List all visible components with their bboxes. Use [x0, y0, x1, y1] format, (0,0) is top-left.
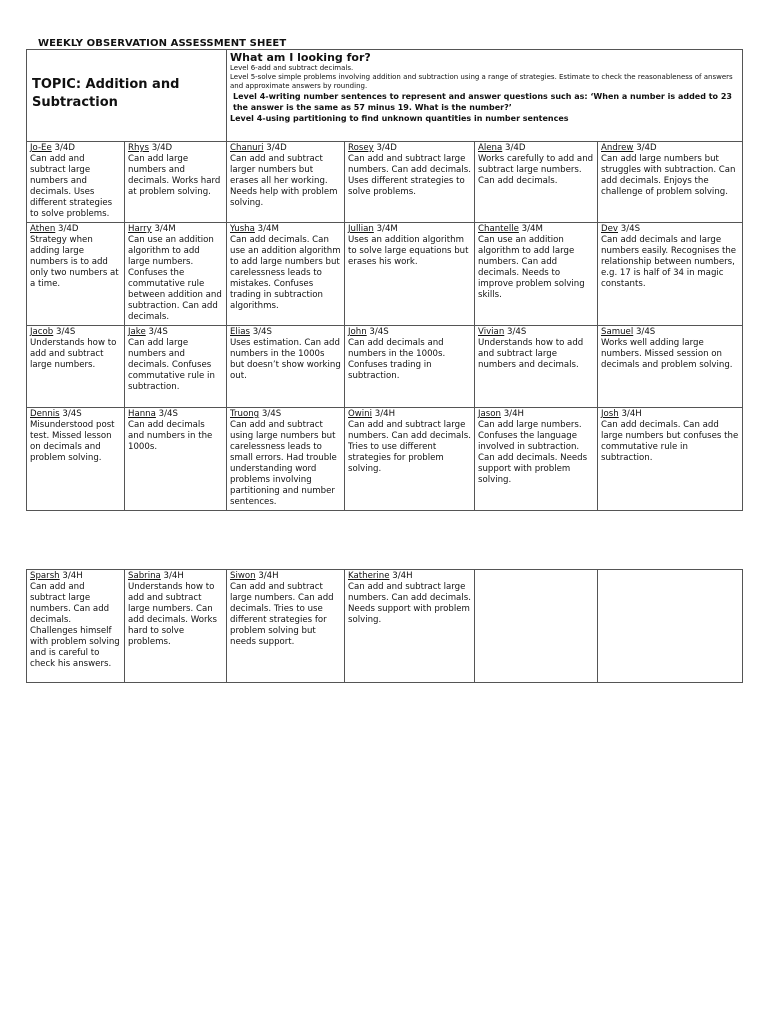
- looking-for-heading: What am I looking for?: [230, 51, 371, 64]
- student-note: Can add and subtract larger numbers but erases all her working. Needs help with problem solving.: [230, 154, 338, 208]
- student-class: 3/4D: [636, 143, 657, 153]
- looking-for-cell: [227, 50, 743, 142]
- student-note: Can add and subtract large numbers. Can add decimals. Needs support with problem solving.: [348, 582, 471, 625]
- student-cell: [27, 326, 125, 408]
- student-name: Jake: [128, 327, 146, 337]
- student-cell: [598, 570, 743, 683]
- student-note: Can add decimals. Can use an addition algorithm to add large numbers but carelessness leads to mistakes. Confuses trading in subtraction algorithms.: [230, 235, 341, 311]
- student-entry: [478, 571, 594, 582]
- student-name: Sparsh: [30, 571, 60, 581]
- student-entry: [230, 409, 341, 508]
- student-entry: [601, 224, 739, 290]
- student-entry: [128, 224, 223, 323]
- student-name: Rosey: [348, 143, 374, 153]
- student-name: Elias: [230, 327, 250, 337]
- student-cell: [227, 326, 345, 408]
- student-cell: [475, 570, 598, 683]
- student-name: Jullian: [348, 224, 374, 234]
- student-note: Can add large numbers and decimals. Works hard at problem solving.: [128, 154, 221, 197]
- student-name: Dennis: [30, 409, 60, 419]
- student-note: Can add large numbers but struggles with subtraction. Can add decimals. Enjoys the challenge of problem solving.: [601, 154, 736, 197]
- student-note: Can use an addition algorithm to add large numbers. Confuses the commutative rule between addition and subtraction. Can add decimals.: [128, 235, 222, 322]
- student-cell: [227, 223, 345, 326]
- student-note: Strategy when adding large numbers is to add only two numbers at a time.: [30, 235, 119, 289]
- student-name: Vivian: [478, 327, 505, 337]
- student-note: Can add and subtract large numbers and decimals. Uses different strategies to solve problems.: [30, 154, 113, 219]
- student-row: [27, 408, 743, 511]
- student-cell: [345, 408, 475, 511]
- student-cell: [125, 223, 227, 326]
- student-entry: [230, 143, 341, 209]
- student-name: Harry: [128, 224, 152, 234]
- student-entry: [478, 409, 594, 486]
- student-cell: [475, 223, 598, 326]
- student-class: 3/4S: [158, 409, 178, 419]
- student-row: [27, 142, 743, 223]
- student-cell: [345, 326, 475, 408]
- student-entry: [478, 143, 594, 187]
- student-cell: [475, 408, 598, 511]
- student-entry: [348, 409, 471, 475]
- student-entry: [348, 327, 471, 382]
- student-class: 3/4S: [261, 409, 282, 419]
- student-entry: [478, 327, 594, 371]
- observation-table: [26, 49, 743, 511]
- student-class: 3/4D: [266, 143, 287, 153]
- student-cell: [27, 142, 125, 223]
- observation-table-continued: [26, 569, 743, 683]
- student-note: Works well adding large numbers. Missed session on decimals and problem solving.: [601, 338, 733, 370]
- student-entry: [230, 571, 341, 648]
- student-entry: [30, 409, 121, 464]
- student-name: Chanuri: [230, 143, 264, 153]
- student-name: Josh: [601, 409, 619, 419]
- student-name: Chantelle: [478, 224, 519, 234]
- student-entry: [230, 327, 341, 382]
- student-cell: [475, 326, 598, 408]
- student-entry: [128, 409, 223, 453]
- student-class: 3/4D: [505, 143, 526, 153]
- student-entry: [348, 143, 471, 198]
- criterion-level4-sentences: Level 4-writing number sentences to represent and answer questions such as: ‘When a number is added to 23 the answer is the same as 57 minus 19. What is the number?’: [233, 92, 732, 112]
- student-cell: [125, 142, 227, 223]
- student-class: 3/4H: [621, 409, 642, 419]
- student-entry: [128, 571, 223, 648]
- student-note: Uses estimation. Can add numbers in the 1000s but doesn’t show working out.: [230, 338, 341, 381]
- student-class: 3/4H: [374, 409, 396, 419]
- student-class: 3/4H: [163, 571, 184, 581]
- student-class: 3/4S: [635, 327, 656, 337]
- student-class: 3/4D: [58, 224, 79, 234]
- student-class: 3/4S: [252, 327, 272, 337]
- student-note: Misunderstood post test. Missed lesson on decimals and problem solving.: [30, 420, 115, 463]
- student-name: Alena: [478, 143, 503, 153]
- student-cell: [598, 408, 743, 511]
- student-name: Katherine: [348, 571, 390, 581]
- student-entry: [348, 571, 471, 626]
- student-cell: [227, 142, 345, 223]
- student-note: Works carefully to add and subtract large numbers. Can add decimals.: [478, 154, 594, 186]
- student-row: [27, 223, 743, 326]
- student-cell: [27, 223, 125, 326]
- student-note: Can add decimals and large numbers easily. Recognises the relationship between numbers, e.g. 17 is half of 34 in magic constants.: [601, 235, 737, 289]
- student-entry: [128, 143, 223, 198]
- criterion-level6: Level 6-add and subtract decimals.: [230, 64, 354, 72]
- student-name: Rhys: [128, 143, 149, 153]
- student-class: 3/4S: [507, 327, 527, 337]
- student-note: Can add and subtract large numbers. Can add decimals. Challenges himself with problem solving and is careful to check his answers.: [30, 582, 120, 669]
- student-note: Can add large numbers and decimals. Confuses commutative rule in subtraction.: [128, 338, 215, 392]
- student-cell: [598, 326, 743, 408]
- student-name: Andrew: [601, 143, 634, 153]
- student-name: Hanna: [128, 409, 156, 419]
- student-note: Can add and subtract large numbers. Can add decimals. Tries to use different strategies for problem solving but needs support.: [230, 582, 334, 647]
- student-class: 3/4S: [148, 327, 168, 337]
- student-class: 3/4M: [154, 224, 176, 234]
- student-entry: [601, 327, 739, 371]
- student-note: Can add decimals. Can add large numbers but confuses the commutative rule in subtraction.: [601, 420, 739, 463]
- header-row: [27, 50, 743, 142]
- student-name: Dev: [601, 224, 618, 234]
- student-note: Can add decimals and numbers in the 1000s.: [128, 420, 213, 452]
- student-name: Jo-Ee: [30, 143, 52, 153]
- student-cell: [227, 408, 345, 511]
- sheet-title: WEEKLY OBSERVATION ASSESSMENT SHEET: [38, 38, 287, 49]
- student-note: Can use an addition algorithm to add large numbers. Can add decimals. Needs to improve problem solving skills.: [478, 235, 585, 300]
- student-note: Understands how to add and subtract large numbers.: [30, 338, 117, 370]
- student-name: Jason: [478, 409, 501, 419]
- student-cell: [125, 408, 227, 511]
- student-cell: [27, 408, 125, 511]
- student-row: [27, 570, 743, 683]
- student-note: Can add decimals and numbers in the 1000s. Confuses trading in subtraction.: [348, 338, 446, 381]
- criterion-level5: Level 5-solve simple problems involving addition and subtraction using a range of strategies. Estimate to check the reasonableness of answers and approximate answers by rounding.: [230, 73, 733, 90]
- student-entry: [30, 571, 121, 670]
- topic-heading: TOPIC: Addition and Subtraction: [32, 77, 180, 110]
- student-entry: [601, 143, 739, 198]
- student-cell: [345, 223, 475, 326]
- student-class: 3/4D: [54, 143, 75, 153]
- student-note: Can add and subtract large numbers. Can add decimals. Uses different strategies to solve problems.: [348, 154, 471, 197]
- student-name: Yusha: [230, 224, 255, 234]
- student-entry: [128, 327, 223, 393]
- student-name: Sabrina: [128, 571, 161, 581]
- student-cell: [345, 142, 475, 223]
- student-name: Athen: [30, 224, 56, 234]
- student-class: 3/4S: [62, 409, 82, 419]
- student-cell: [598, 142, 743, 223]
- student-note: Can add and subtract large numbers. Can add decimals. Tries to use different strategies for problem solving.: [348, 420, 471, 474]
- student-entry: [230, 224, 341, 312]
- student-cell: [125, 326, 227, 408]
- topic-cell: [27, 50, 227, 142]
- student-class: 3/4M: [257, 224, 279, 234]
- student-cell: [345, 570, 475, 683]
- student-class: 3/4M: [521, 224, 543, 234]
- student-name: Truong: [230, 409, 260, 419]
- student-name: Samuel: [601, 327, 634, 337]
- student-cell: [475, 142, 598, 223]
- student-class: 3/4S: [55, 327, 76, 337]
- student-entry: [30, 143, 121, 220]
- student-note: Can add large numbers. Confuses the language involved in subtraction. Can add decimals. Needs support with problem solving.: [478, 420, 588, 485]
- student-name: John: [348, 327, 367, 337]
- student-class: 3/4H: [503, 409, 525, 419]
- student-cell: [227, 570, 345, 683]
- student-name: Siwon: [230, 571, 256, 581]
- student-entry: [30, 224, 121, 290]
- criterion-level4-partitioning: Level 4-using partitioning to find unknown quantities in number sentences: [230, 114, 569, 123]
- student-entry: [30, 327, 121, 371]
- student-note: Understands how to add and subtract large numbers. Can add decimals. Works hard to solve problems.: [128, 582, 217, 647]
- student-class: 3/4H: [62, 571, 83, 581]
- student-entry: [601, 409, 739, 464]
- student-class: 3/4S: [369, 327, 389, 337]
- student-note: Can add and subtract using large numbers but carelessness leads to small errors. Had trouble understanding word problems involving partitioning and number sentences.: [230, 420, 337, 507]
- student-note: Understands how to add and subtract large numbers and decimals.: [478, 338, 584, 370]
- student-class: 3/4H: [258, 571, 279, 581]
- student-entry: [601, 571, 739, 582]
- student-class: 3/4M: [376, 224, 398, 234]
- student-note: Uses an addition algorithm to solve large equations but erases his work.: [348, 235, 469, 267]
- student-cell: [125, 570, 227, 683]
- student-cell: [598, 223, 743, 326]
- student-class: 3/4D: [376, 143, 397, 153]
- student-row: [27, 326, 743, 408]
- student-name: Owini: [348, 409, 373, 419]
- student-class: 3/4S: [620, 224, 641, 234]
- student-entry: [348, 224, 471, 268]
- student-class: 3/4H: [392, 571, 413, 581]
- student-name: Jacob: [30, 327, 54, 337]
- student-class: 3/4D: [151, 143, 173, 153]
- student-cell: [27, 570, 125, 683]
- student-entry: [478, 224, 594, 301]
